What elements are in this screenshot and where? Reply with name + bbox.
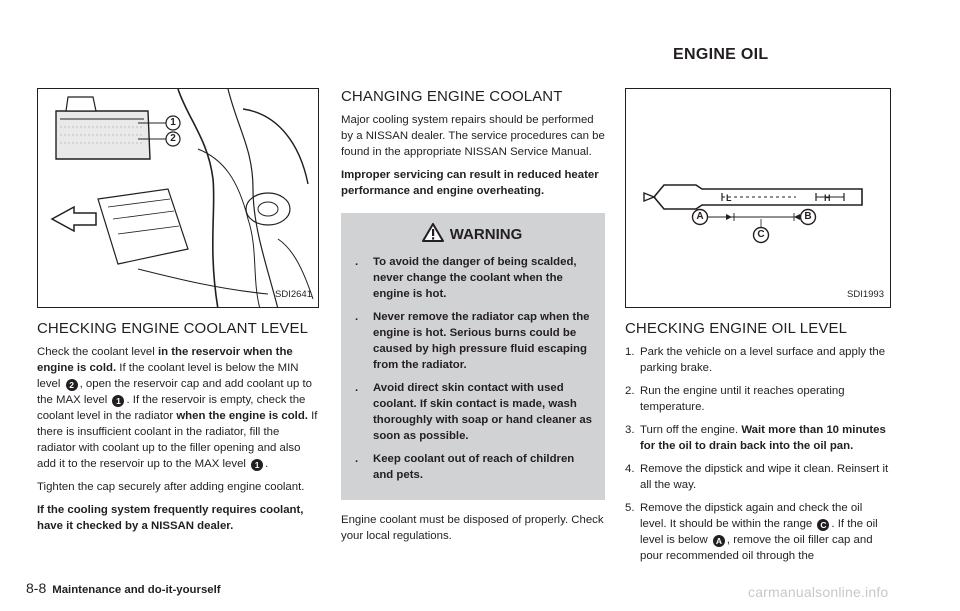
heading-checking-oil: CHECKING ENGINE OIL LEVEL (625, 320, 848, 337)
step-item: 2. Run the engine until it reaches operating temperature. (625, 385, 845, 413)
oil-check-steps (625, 344, 891, 564)
watermark: carmanualsonline.info (748, 584, 889, 600)
callout-2-icon: 2 (66, 379, 78, 391)
coolant-reservoir-illustration (38, 89, 319, 308)
warning-heading: WARNING (351, 223, 593, 246)
warning-item: . Keep coolant out of reach of children and pets. (355, 453, 575, 481)
figure-dipstick (625, 88, 891, 308)
callout-c-icon: C (817, 519, 829, 531)
figure-coolant-reservoir (37, 88, 319, 308)
callout-1-icon: 1 (112, 395, 124, 407)
figure-code: SDI1993 (847, 289, 884, 300)
warning-triangle-icon (422, 223, 444, 242)
dipstick-illustration (626, 89, 891, 308)
callout-1-label: 1 (170, 117, 176, 128)
paragraph-improper-servicing: Improper servicing can result in reduced heater performance and engine overheating. (341, 169, 599, 197)
callout-b-label: B (804, 211, 812, 222)
dipstick-l-mark: L (726, 193, 732, 203)
column-coolant-level (37, 88, 319, 541)
warning-item: . To avoid the danger of being scalded, never change the coolant when the engine is hot. (355, 256, 577, 300)
callout-a-icon: A (713, 535, 725, 547)
column-changing-coolant (341, 88, 605, 551)
callout-1-icon: 1 (251, 459, 263, 471)
paragraph-tighten-cap: Tighten the cap securely after adding engine coolant. (37, 481, 305, 493)
warning-box (341, 213, 605, 500)
column-oil-level (625, 88, 891, 571)
warning-item: . Avoid direct skin contact with used coolant. If skin contact is made, wash thoroughly with soap or hand cleaner as soon as possible. (355, 382, 592, 442)
footer-section: Maintenance and do-it-yourself (52, 584, 221, 596)
page-number: 8-8 (26, 580, 47, 596)
step-item: 3. Turn off the engine. Wait more than 10 minutes for the oil to drain back into the oil pan. (625, 424, 886, 452)
paragraph-dealer-check: If the cooling system frequently requires coolant, have it checked by a NISSAN dealer. (37, 504, 304, 532)
paragraph-major-repairs: Major cooling system repairs should be performed by a NISSAN dealer. The service procedures can be found in the appropriate NISSAN Service Manual. (341, 114, 605, 158)
callout-2-label: 2 (170, 133, 176, 144)
paragraph-disposal: Engine coolant must be disposed of properly. Check your local regulations. (341, 514, 604, 542)
paragraph-coolant-check: Check the coolant level in the reservoir when the engine is cold. If the coolant level is below the MIN level 2 , open the reservoir cap and add coolant up to the MAX level 1 . If the reservoir is empty, check the coolant level in the radiator when the engine is cold. If there is insufficient coolant in the radiator, fill the radiator with coolant up to the filler opening and also add it to the reservoir up to the MAX level 1 . (37, 346, 318, 470)
heading-changing-coolant: CHANGING ENGINE COOLANT (341, 88, 563, 105)
step-item: 5. Remove the dipstick again and check the oil level. It should be within the range C . If the oil level is below A , remove the oil filler cap and pour recommended oil through the (625, 502, 878, 562)
step-item: 1. Park the vehicle on a level surface and apply the parking brake. (625, 346, 886, 374)
callout-c-label: C (757, 229, 765, 240)
callout-a-label: A (696, 211, 704, 222)
step-item: 4. Remove the dipstick and wipe it clean. Reinsert it all the way. (625, 463, 889, 491)
section-title: ENGINE OIL (673, 46, 769, 63)
warning-item: . Never remove the radiator cap when the engine is hot. Serious burns could be caused by high pressure fluid escaping from the radiator. (355, 311, 590, 371)
heading-checking-coolant: CHECKING ENGINE COOLANT LEVEL (37, 320, 309, 337)
dipstick-h-mark: H (824, 193, 831, 203)
figure-code: SDI2641 (275, 289, 312, 300)
warning-list (351, 254, 593, 483)
page-footer (26, 580, 221, 596)
